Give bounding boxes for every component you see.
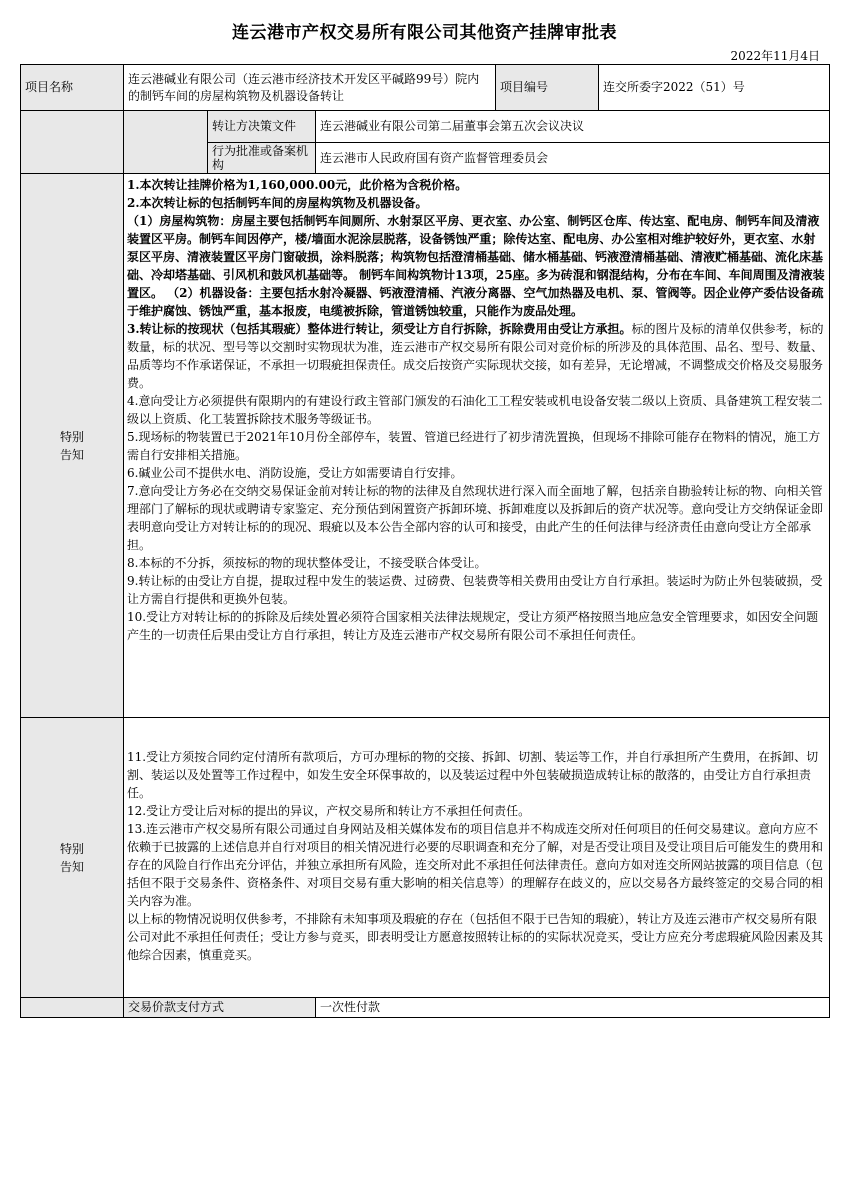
notice-item-6: 6.碱业公司不提供水电、消防设施，受让方如需要请自行安排。: [127, 466, 463, 480]
decision-label: 转让方决策文件: [208, 111, 316, 143]
notice-item-3-rest: 标的图片及标的清单仅供参考，标的数量，标的状况、型号等以交割时实物现状为准，连云港市产权交易所有限公司对竞价标的所涉及的具体范围、品名、型号、数量、品质等均不作承诺保证，不承担一切瑕疵担保责任。成交后按资产实际现状交接，如有差异，无论增减，不调整成交价格及交易服务费。: [127, 322, 824, 390]
notice-item-4: 4.意向受让方必须提供有限期内的有建设行政主管部门颁发的石油化工工程安装或机电设备安装二级以上资质、具备建筑工程安装二级以上资质、化工装置拆除技术服务等级证书。: [127, 394, 823, 426]
payment-row: [21, 998, 830, 1018]
decision-row: [21, 111, 830, 143]
approval-table: [20, 64, 830, 1018]
notice-item-11: 11.受让方须按合同约定付清所有款项后，方可办理标的物的交接、拆卸、切割、装运等工作，并自行承担所产生费用，在拆卸、切割、装运以及处置等工作过程中，如发生安全环保事故的，以及装运过程中外包装破损造成转让标的散落的，由受让方自行承担责任。: [127, 750, 819, 800]
notice-item-5: 5.现场标的物装置已于2021年10月份全部停车，装置、管道已经进行了初步清洗置换，但现场不排除可能存在物料的情况，施工方需自行安排相关措施。: [127, 430, 821, 462]
notice-item-2: 2.本次转让标的包括制钙车间的房屋构筑物及机器设备。: [127, 196, 428, 210]
project-name-label: 项目名称: [21, 65, 124, 111]
special-notice-content-1: [124, 174, 830, 718]
notice-item-12: 12.受让方受让后对标的提出的异议，产权交易所和转让方不承担任何责任。: [127, 804, 531, 818]
special-notice-label-2-line2: 告知: [59, 859, 84, 874]
notice-item-8: 8.本标的不分拆，须按标的物的现状整体受让，不接受联合体受让。: [127, 556, 487, 570]
notice-item-10: 10.受让方对转让标的的拆除及后续处置必须符合国家相关法律法规规定，受让方须严格按照当地应急安全管理要求，如因安全问题产生的一切责任后果由受让方自行承担，转让方及连云港市产权交易所有限公司不承担任何责任。: [127, 610, 819, 642]
notice-disclaimer: 以上标的物情况说明仅供参考，不排除有未知事项及瑕疵的存在（包括但不限于已告知的瑕疵），转让方及连云港市产权交易所有限公司对此不承担任何责任；受让方参与竞买，即表明受让方愿意按照转让标的的实际状况竞买，受让方应充分考虑瑕疵风险因素及其他综合因素，慎重竞买。: [127, 912, 824, 962]
document-date: 2022年11月4日: [730, 49, 820, 63]
project-name-row: [21, 65, 830, 111]
project-code-label: 项目编号: [496, 65, 599, 111]
special-notice-content-2: [124, 718, 830, 998]
project-code-value: 连交所委字2022（51）号: [599, 65, 830, 111]
notice-item-13: 13.连云港市产权交易所有限公司通过自身网站及相关媒体发布的项目信息并不构成连交所对任何项目的任何交易建议。意向方应不依赖于已披露的上述信息并自行对项目的相关情况进行必要的尽职调查和充分了解，对是否受让项目及受让项目后可能发生的费用和存在的风险自行作出充分评估，并独立承担所有风险，连交所对此不承担任何法律责任。意向方如对连交所网站披露的项目信息（包括但不限于交易条件、资格条件、对项目交易有重大影响的相关信息等）的理解存在歧义的，应以交易各方最终签定的交易合同的相关内容为准。: [127, 822, 824, 908]
special-notice-row-2: [21, 718, 830, 998]
project-name-value: 连云港碱业有限公司（连云港市经济技术开发区平碱路99号）院内的制钙车间的房屋构筑物及机器设备转让: [124, 65, 496, 111]
notice-item-7: 7.意向受让方务必在交纳交易保证金前对转让标的物的法律及自然现状进行深入而全面地了解，包括亲自勘验转让标的物、向相关管理部门了解标的现状或聘请专家鉴定、充分预估到闲置资产拆卸环境、拆卸难度以及拆卸后的资产状况等。意向受让方交纳保证金即表明意向受让方对转让标的的现况、瑕疵以及本公告全部内容的认可和接受，由此产生的任何法律与经济责任由意向受让方全部承担。: [127, 484, 824, 552]
special-notice-label: [21, 174, 124, 718]
notice-item-1: 1.本次转让挂牌价格为1,160,000.00元，此价格为含税价格。: [127, 178, 468, 192]
payment-label: 交易价款支付方式: [124, 998, 316, 1018]
notice-item-2-detail: （1）房屋构筑物：房屋主要包括制钙车间厕所、水射泵区平房、更衣室、办公室、制钙区仓库、传达室、配电房、制钙车间及清液装置区平房。制钙车间因停产，楼/墙面水泥涂层脱落，设备锈蚀严重；除传达室、配电房、办公室相对维护较好外，更衣室、水射泵区平房、清液装置区平房门窗破损，涂料脱落；构筑物包括澄清桶基础、储水桶基础、钙液澄清桶基础、清液贮桶基础、流化床基础、冷却塔基础、引风机和鼓风机基础等。 制钙车间构筑物计13项，25座。多为砖混和钢混结构，分布在车间、车间周围及清液装置区。 （2）机器设备：主要包括水射冷凝器、钙液澄清桶、汽液分离器、空气加热器及电机、泵、管阀等。因企业停产委估设备疏于维护腐蚀、锈蚀严重，基本报废，电缆被拆除，管道锈蚀较重，只能作为废品处理。: [127, 214, 825, 318]
special-notice-label-line2: 告知: [59, 447, 84, 462]
page-title: 连云港市产权交易所有限公司其他资产挂牌审批表: [232, 23, 617, 43]
special-notice-label-line1: 特别: [59, 429, 84, 444]
decision-value: 连云港碱业有限公司第二届董事会第五次会议决议: [316, 111, 830, 143]
special-notice-label-2: [21, 718, 124, 998]
blank-side-cell: [21, 111, 124, 174]
special-notice-row-1: [21, 174, 830, 718]
approval-value: 连云港市人民政府国有资产监督管理委员会: [316, 143, 830, 174]
notice-item-3-bold: 3.转让标的按现状（包括其瑕疵）整体进行转让，须受让方自行拆除，拆除费用由受让方承担。: [127, 322, 632, 336]
notice-item-9: 9.转让标的由受让方自提，提取过程中发生的装运费、过磅费、包装费等相关费用由受让方自行承担。装运时为防止外包装破损，受让方需自行提供和更换外包装。: [127, 574, 823, 606]
payment-value: 一次性付款: [316, 998, 830, 1018]
notice-item-3: [127, 320, 826, 392]
special-notice-label-2-line1: 特别: [59, 841, 84, 856]
blank-side-cell-2: [124, 111, 208, 174]
approval-label: 行为批准或备案机构: [208, 143, 316, 174]
blank-payment-side-cell: [21, 998, 124, 1018]
